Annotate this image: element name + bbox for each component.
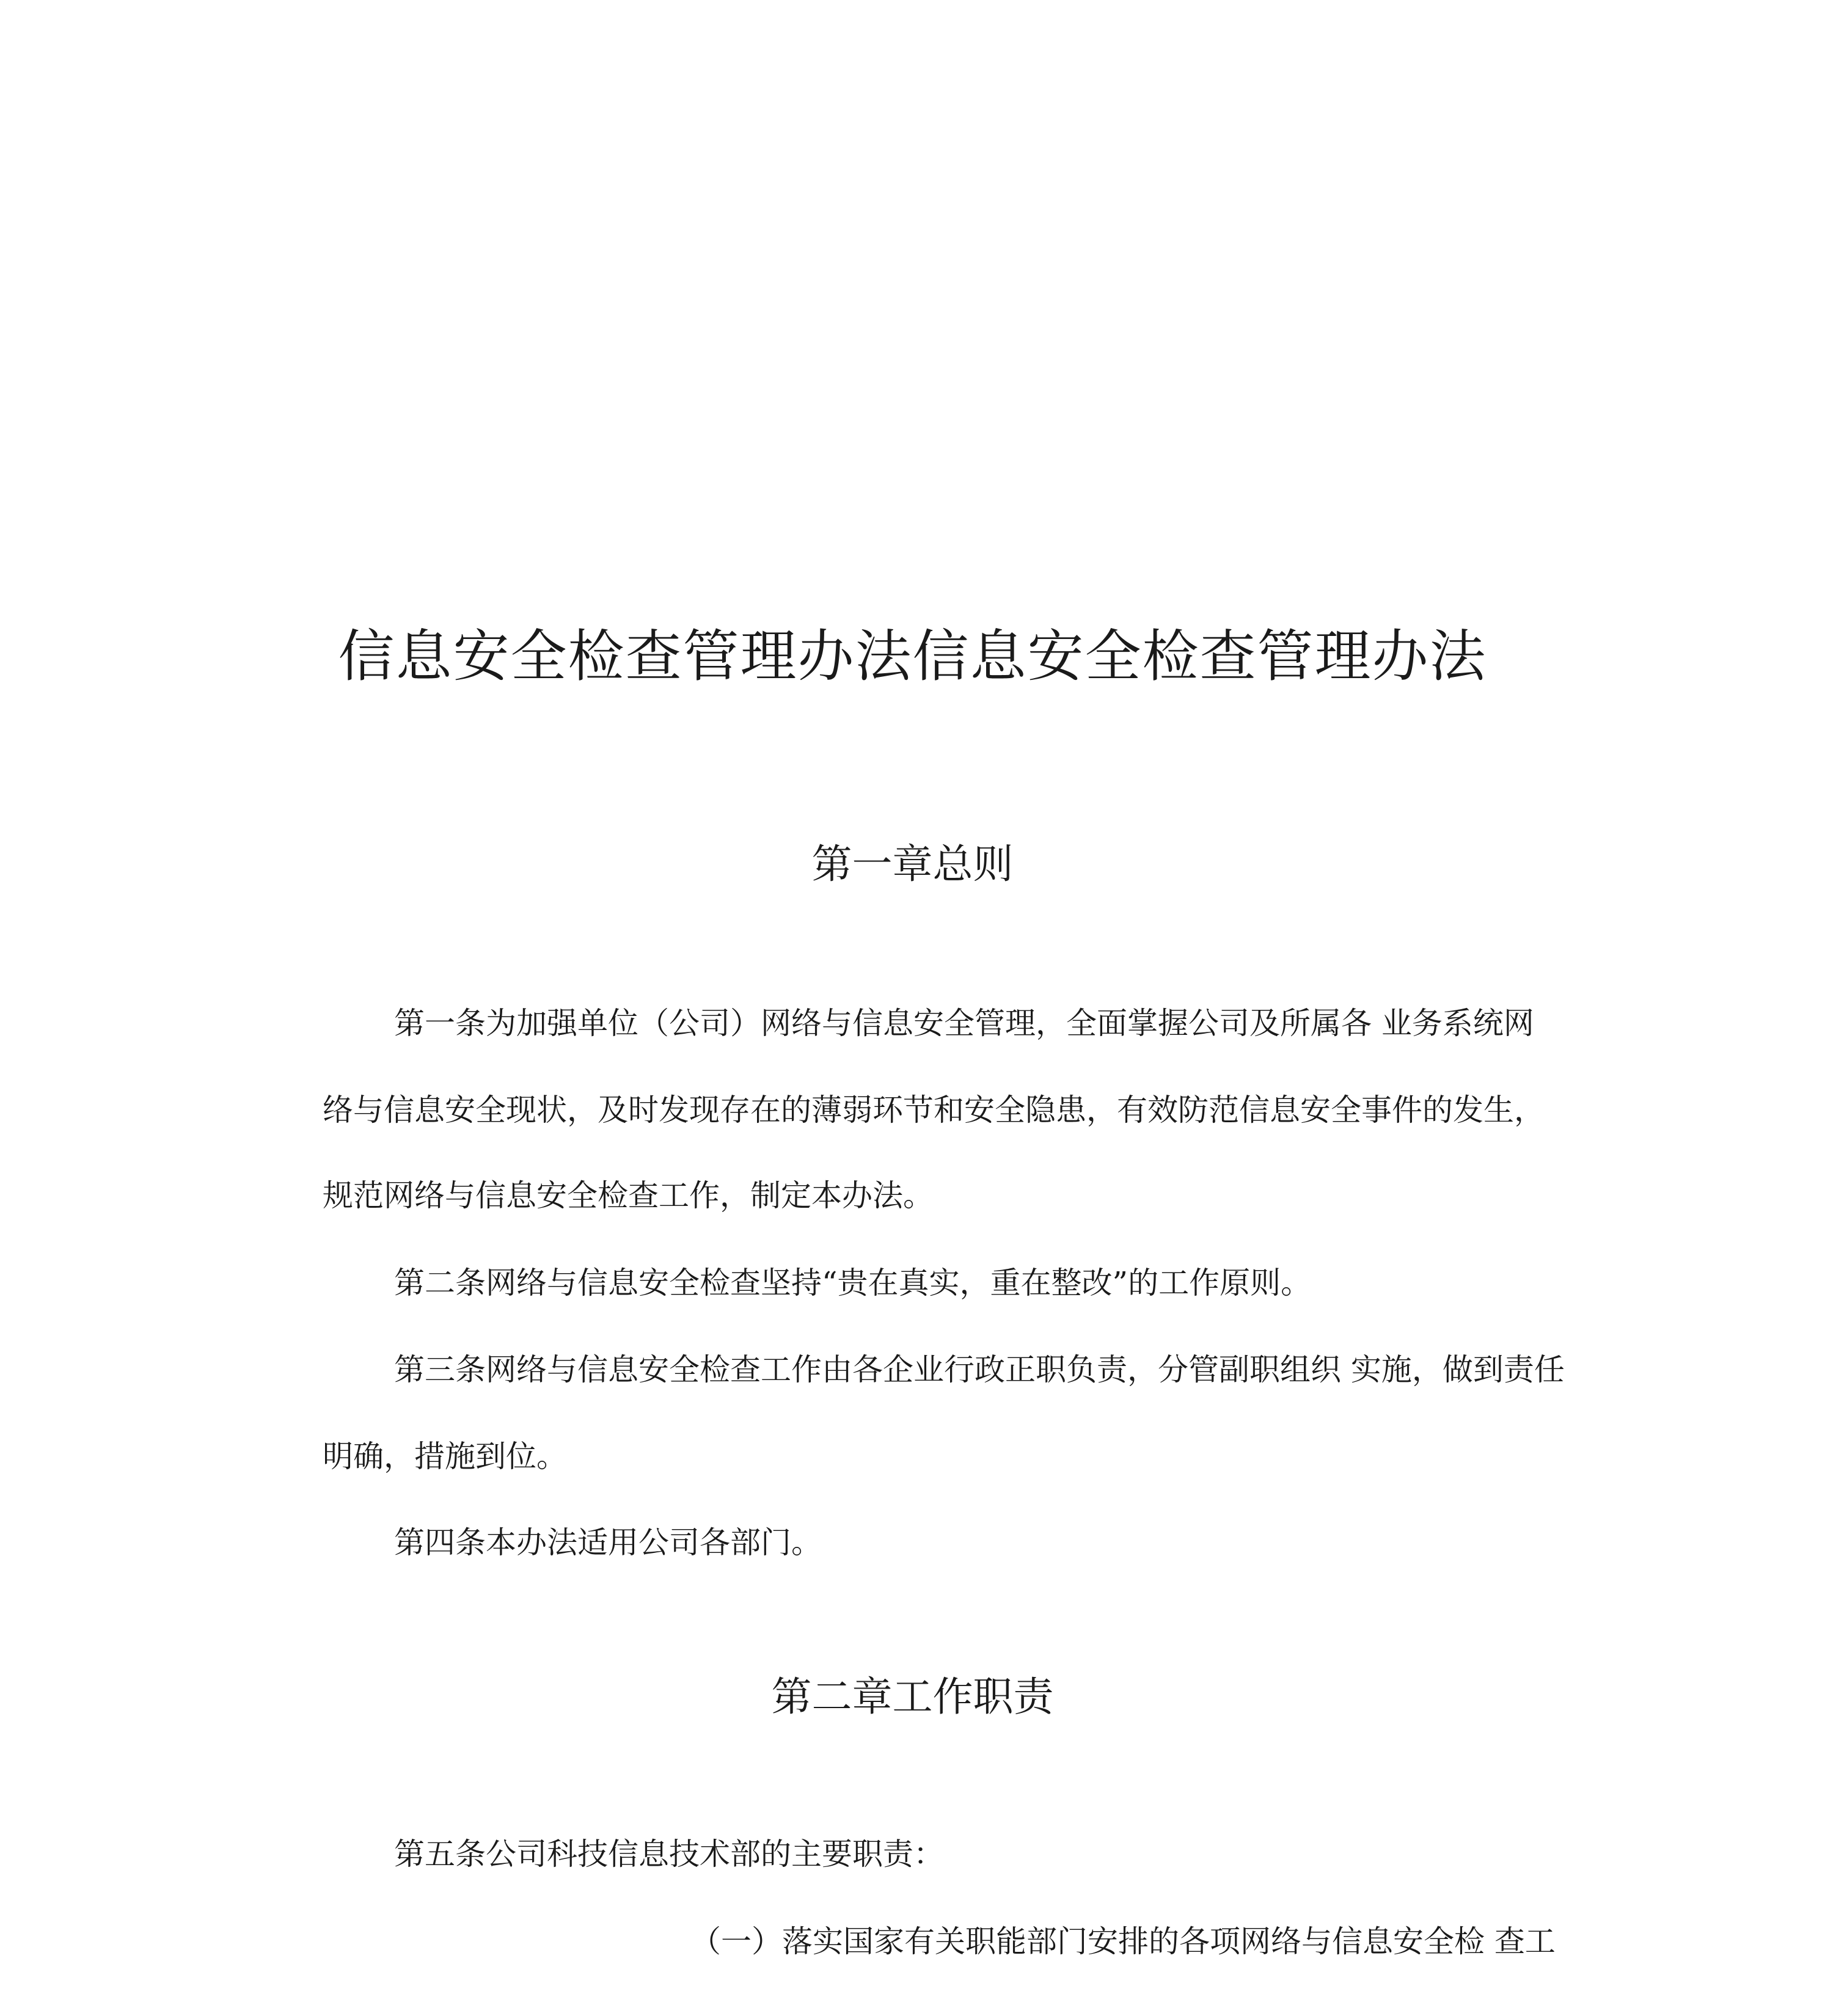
article-1-line-3: 规范网络与信息安全检查工作，制定本办法。 — [323, 1178, 934, 1213]
article-5-item-1: （一）落实国家有关职能部门安排的各项网络与信息安全检 查工 — [690, 1924, 1556, 1959]
article-4: 第四条本办法适用公司各部门。 — [394, 1525, 822, 1560]
article-5: 第五条公司科技信息技术部的主要职责： — [394, 1836, 944, 1872]
document-title: 信息安全检查管理办法信息安全检查管理办法 — [338, 624, 1487, 689]
chapter-heading-1: 第一章总则 — [811, 841, 1014, 888]
article-1-line-1: 第一条为加强单位（公司）网络与信息安全管理，全面掌握公司及所属各 业务系统网 — [394, 1006, 1534, 1041]
article-2: 第二条网络与信息安全检查坚持“贵在真实，重在整改”的工作原则。 — [394, 1265, 1312, 1301]
article-3-line-2: 明确，措施到位。 — [323, 1439, 567, 1474]
article-1-line-2: 络与信息安全现状，及时发现存在的薄弱环节和安全隐患，有效防范信息安全事件的发生， — [323, 1092, 1545, 1128]
article-3-line-1: 第三条网络与信息安全检查工作由各企业行政正职负责，分管副职组织 实施，做到责任 — [394, 1352, 1565, 1387]
chapter-heading-2: 第二章工作职责 — [771, 1673, 1054, 1720]
